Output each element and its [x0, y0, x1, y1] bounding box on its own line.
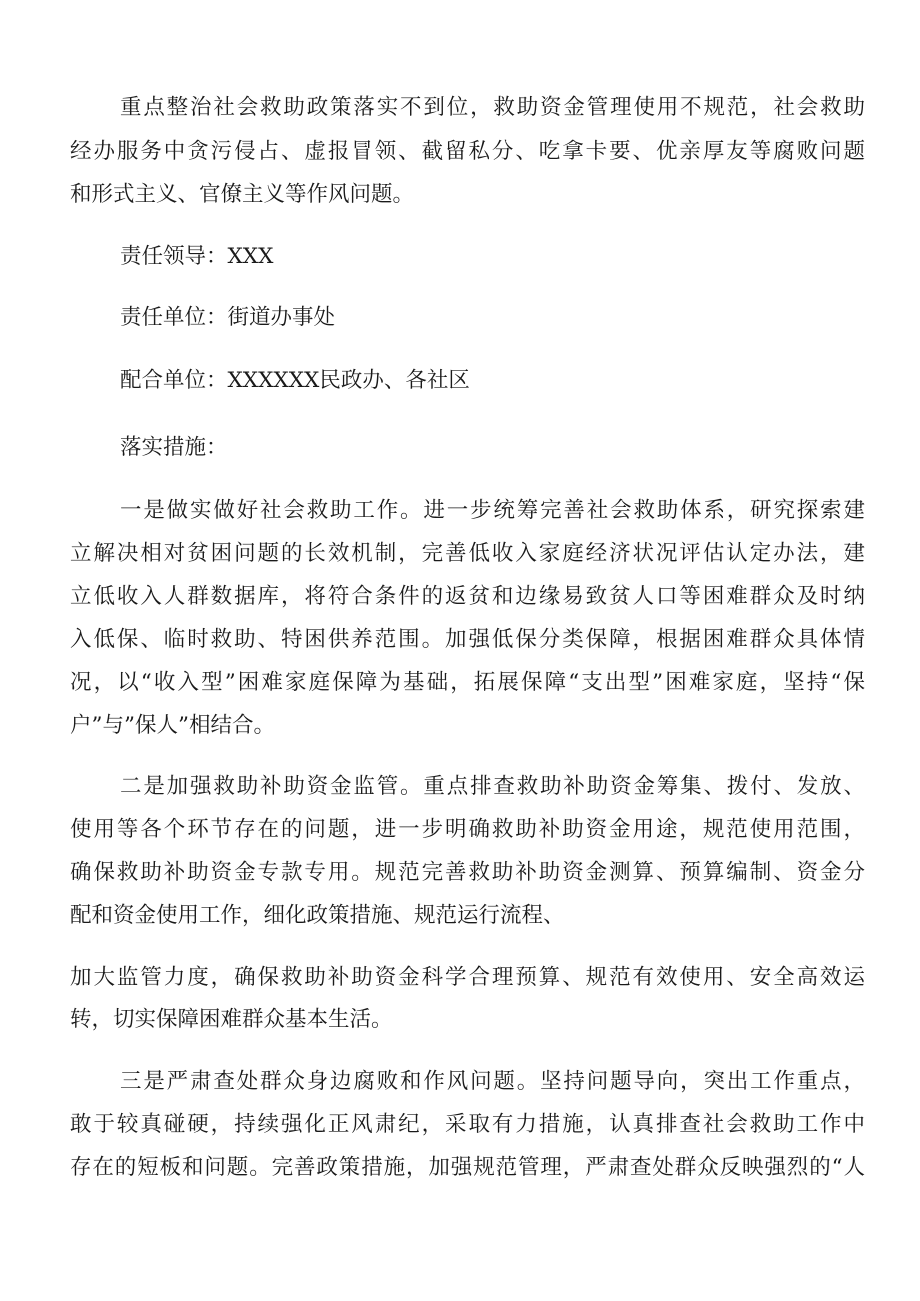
intro-paragraph-line-3: 和形式主义、官僚主义等作风问题。 — [70, 182, 415, 207]
measure1-line-4: 入低保、临时救助、特困供养范围。加强低保分类保障，根据困难群众具体情 — [70, 627, 865, 652]
measure1-line-1: 一是做实做好社会救助工作。进一步统筹完善社会救助体系，研究探索建 — [120, 498, 865, 523]
measure2-line-1: 二是加强救助补助资金监管。重点排查救助补助资金筹集、拨付、发放、 — [120, 774, 865, 799]
cooperating-unit: 配合单位：XXXXXX民政办、各社区 — [120, 368, 470, 393]
measure2-line-2: 使用等各个环节存在的问题，进一步明确救助补助资金用途，规范使用范围， — [70, 817, 865, 842]
responsible-leader: 责任领导：XXX — [120, 244, 274, 269]
measure1-line-3: 立低收入人群数据库，将符合条件的返贫和边缘易致贫人口等困难群众及时纳 — [70, 584, 865, 609]
measure1-line-2: 立解决相对贫困问题的长效机制，完善低收入家庭经济状况评估认定办法，建 — [70, 541, 865, 566]
measure2-line-3: 确保救助补助资金专款专用。规范完善救助补助资金测算、预算编制、资金分 — [70, 860, 865, 885]
responsible-unit: 责任单位：街道办事处 — [120, 305, 336, 330]
measure2-line-5: 加大监管力度，确保救助补助资金科学合理预算、规范有效使用、安全高效运 — [70, 965, 865, 990]
measure1-line-6: 户”与”保人”相结合。 — [70, 713, 275, 738]
measure3-line-1: 三是严肃查处群众身边腐败和作风问题。坚持问题导向，突出工作重点， — [120, 1069, 865, 1094]
measures-heading: 落实措施： — [120, 435, 228, 460]
intro-paragraph-line-1: 重点整治社会救助政策落实不到位，救助资金管理使用不规范，社会救助 — [120, 95, 865, 120]
measure2-line-6: 转，切实保障困难群众基本生活。 — [70, 1007, 393, 1032]
measure1-line-5: 况，以“收入型”困难家庭保障为基础，拓展保障“支出型”困难家庭，坚持“保 — [70, 670, 865, 695]
measure2-line-4: 配和资金使用工作，细化政策措施、规范运行流程、 — [70, 903, 565, 928]
measure3-line-2: 敢于较真碰硬，持续强化正风肃纪，采取有力措施，认真排查社会救助工作中 — [70, 1112, 865, 1137]
measure3-line-3: 存在的短板和问题。完善政策措施，加强规范管理，严肃查处群众反映强烈的“人 — [70, 1155, 865, 1180]
intro-paragraph-line-2: 经办服务中贪污侵占、虚报冒领、截留私分、吃拿卡要、优亲厚友等腐败问题 — [70, 139, 865, 164]
